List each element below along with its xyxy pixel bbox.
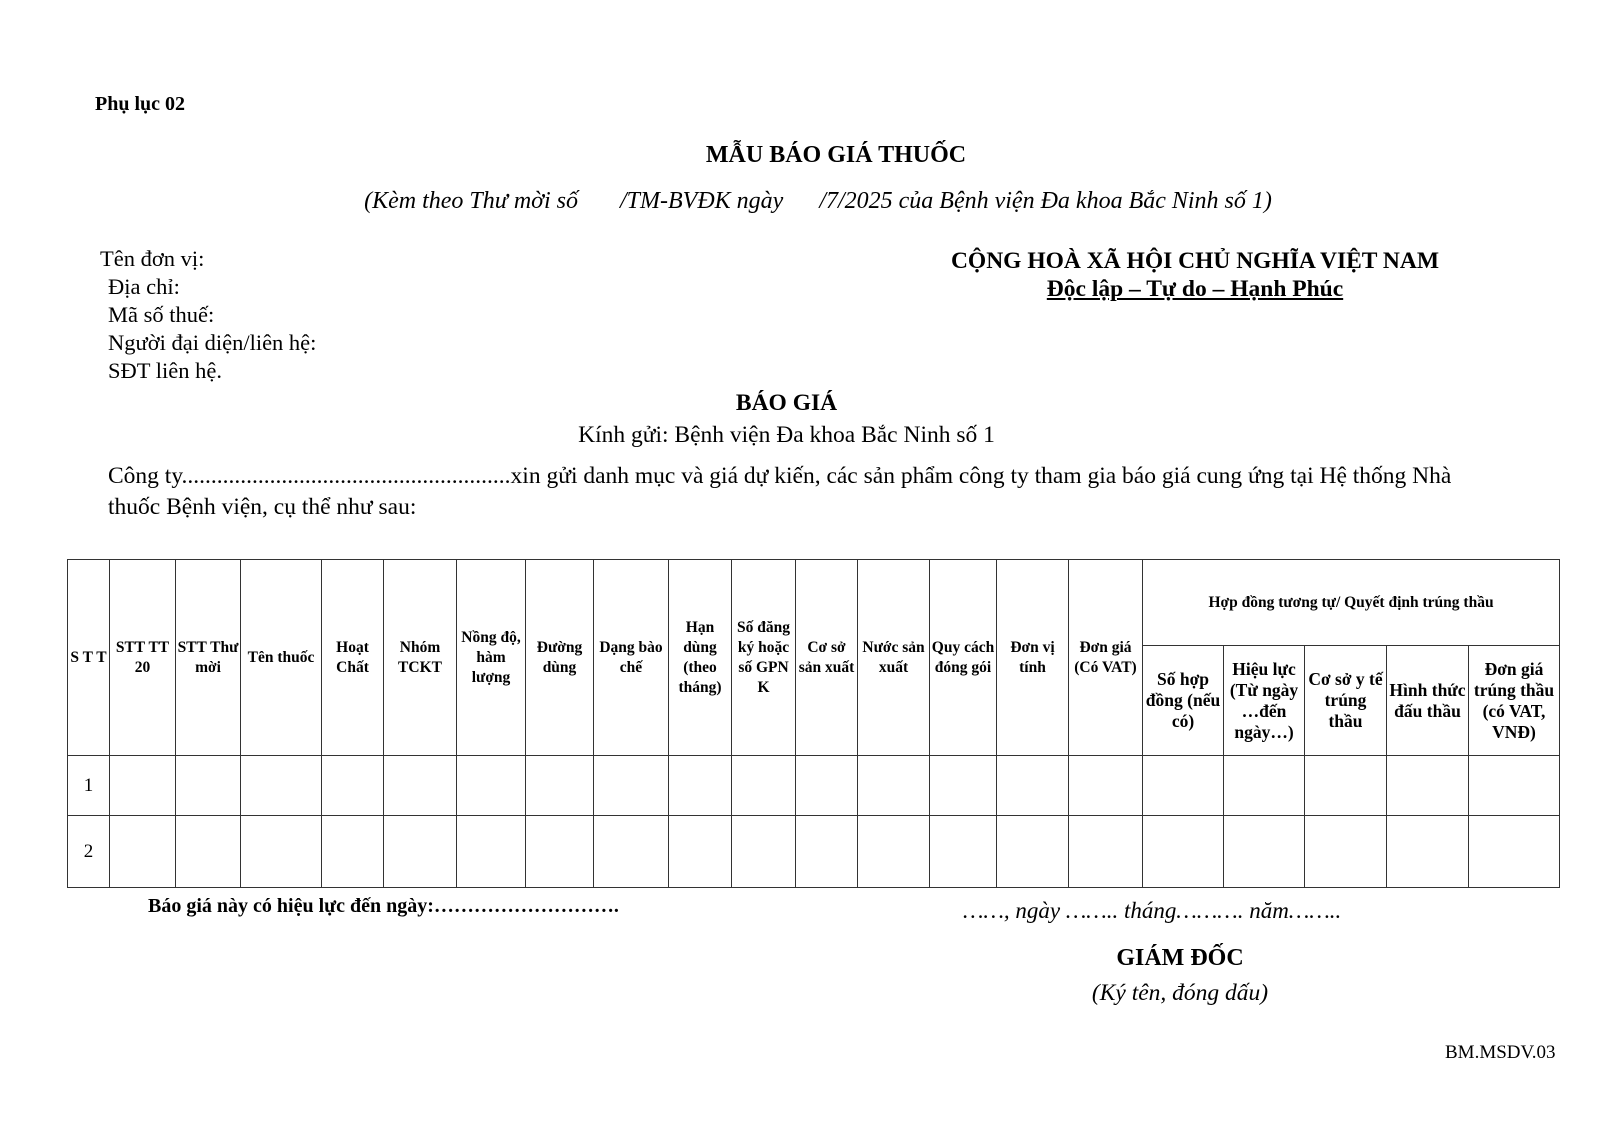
col-header: STT Thư mời [176, 560, 241, 756]
col-header: Đường dùng [526, 560, 594, 756]
form-title: MẪU BÁO GIÁ THUỐC [705, 142, 967, 168]
col-header: STT TT 20 [110, 560, 176, 756]
form-subtitle: (Kèm theo Thư mời số /TM-BVĐK ngày /7/2025 của Bệnh viện Đa khoa Bắc Ninh số 1) [364, 188, 1272, 214]
col-header: Dạng bào chế [594, 560, 669, 756]
signature-note: (Ký tên, đóng dấu) [1091, 980, 1269, 1006]
country-name: CỘNG HOÀ XÃ HỘI CHỦ NGHĨA VIỆT NAM [950, 248, 1440, 274]
date-place-line: ……, ngày …….. tháng………. năm…….. [963, 898, 1342, 923]
col-header: Hạn dùng (theo tháng) [669, 560, 732, 756]
validity-statement: Báo giá này có hiệu lực đến ngày:………………………. [148, 895, 619, 917]
quotation-title: BÁO GIÁ [735, 390, 838, 416]
group-col-header: Số hợp đồng (nếu có) [1143, 646, 1224, 756]
col-header: Số đăng ký hoặc số GPN K [732, 560, 796, 756]
quotation-intro: Công ty........................................................xin gửi danh mục và giá dự kiến, các sản phẩm công ty tham gia báo giá cung ứng tại Hệ thống Nhà thuốc Bệnh viện, cụ thể như sau: [108, 463, 1452, 520]
supplier-info-block [100, 245, 316, 385]
national-motto: Độc lập – Tự do – Hạnh Phúc [1046, 276, 1344, 302]
signature-title: GIÁM ĐỐC [1116, 945, 1244, 971]
group-header: Hợp đồng tương tự/ Quyết định trúng thầu [1143, 560, 1560, 646]
row-number: 2 [68, 816, 110, 888]
row-number: 1 [68, 756, 110, 816]
address-label: Địa chỉ: [108, 274, 180, 299]
group-col-header: Hiệu lực (Từ ngày …đến ngày…) [1224, 646, 1305, 756]
form-code: BM.MSDV.03 [1445, 1042, 1556, 1063]
annex-label: Phụ lục 02 [95, 93, 186, 115]
table-row [68, 816, 1560, 888]
col-header: Đơn vị tính [997, 560, 1069, 756]
col-header: Đơn giá (Có VAT) [1069, 560, 1143, 756]
col-header: Quy cách đóng gói [930, 560, 997, 756]
col-header: Hoạt Chất [322, 560, 384, 756]
group-col-header: Cơ sở y tế trúng thầu [1305, 646, 1387, 756]
national-header [880, 247, 1510, 303]
col-header: S T T [68, 560, 110, 756]
quotation-recipient: Kính gửi: Bệnh viện Đa khoa Bắc Ninh số 1 [578, 422, 995, 448]
drug-quotation-table [67, 559, 1560, 888]
group-col-header: Đơn giá trúng thầu (có VAT, VNĐ) [1469, 646, 1560, 756]
tax-code-label: Mã số thuế: [108, 302, 215, 327]
col-header: Nhóm TCKT [384, 560, 457, 756]
group-col-header: Hình thức đấu thầu [1387, 646, 1469, 756]
contact-person-label: Người đại diện/liên hệ: [108, 330, 317, 355]
phone-label: SĐT liên hệ. [108, 358, 222, 383]
col-header: Cơ sở sản xuất [796, 560, 858, 756]
unit-name-label: Tên đơn vị: [100, 246, 205, 271]
col-header: Nước sản xuất [858, 560, 930, 756]
col-header: Nồng độ, hàm lượng [457, 560, 526, 756]
col-header: Tên thuốc [241, 560, 322, 756]
table-row [68, 756, 1560, 816]
